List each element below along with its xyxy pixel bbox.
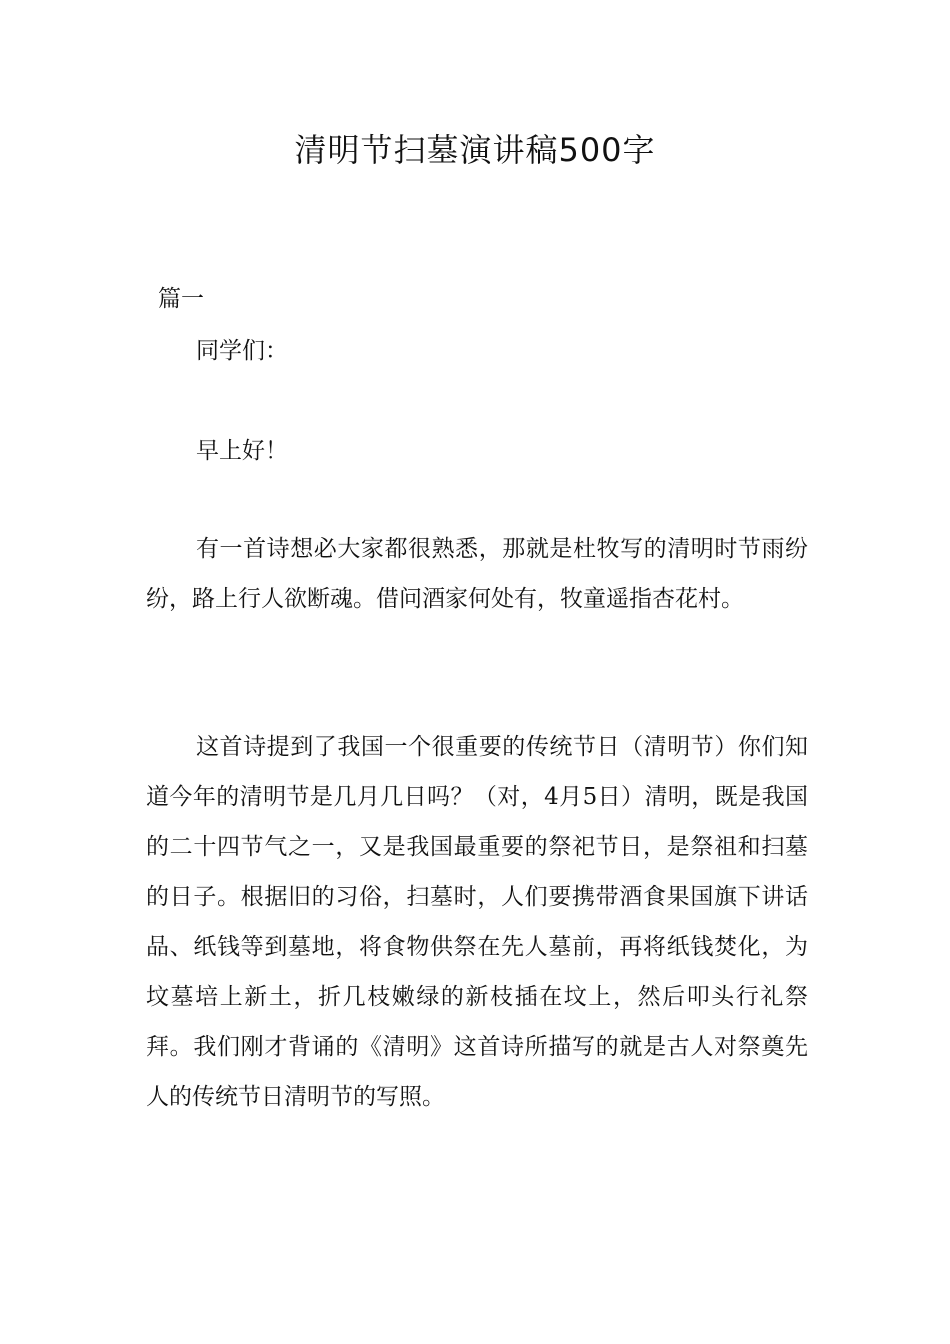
paragraph-greeting: 同学们： bbox=[196, 338, 288, 364]
paragraph-good-morning: 早上好！ bbox=[196, 438, 288, 464]
page-title: 清明节扫墓演讲稿500字 bbox=[294, 131, 656, 169]
paragraph-qingming: 这首诗提到了我国一个很重要的传统节日（清明节）你们知道今年的清明节是几月几日吗？（对，4月5日）清明，既是我国的二十四节气之一，又是我国最重要的祭祀节日，是祭祖和扫墓的日子。根据旧的习俗，扫墓时，人们要携带酒食果国旗下讲话品、纸钱等到墓地，将食物供祭在先人墓前，再将纸钱焚化，为坟墓培上新土，折几枝嫩绿的新枝插在坟上，然后叩头行礼祭拜。我们刚才背诵的《清明》这首诗所描写的就是古人对祭奠先人的传统节日清明节的写照。 bbox=[146, 734, 808, 1110]
paragraph-poem: 有一首诗想必大家都很熟悉，那就是杜牧写的清明时节雨纷纷，路上行人欲断魂。借问酒家何处有，牧童遥指杏花村。 bbox=[146, 536, 808, 612]
section-label: 篇一 bbox=[158, 286, 204, 312]
